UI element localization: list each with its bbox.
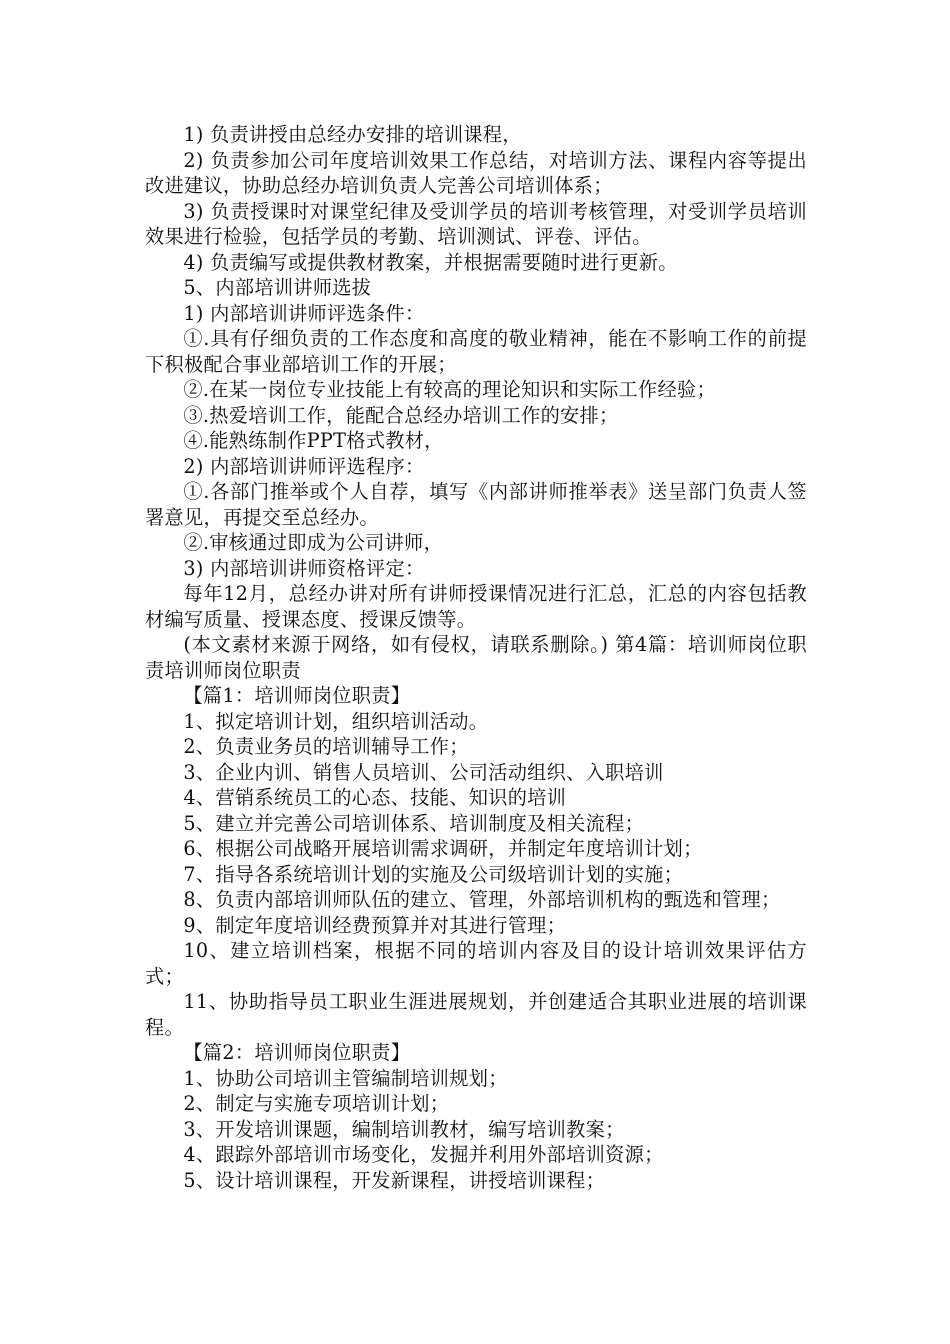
list-item: 4、跟踪外部培训市场变化，发掘并利用外部培训资源； — [183, 1143, 664, 1166]
paragraph: 3) 内部培训讲师资格评定： — [183, 556, 425, 580]
list-item: 2、负责业务员的培训辅导工作； — [183, 735, 469, 758]
list-item: 5、设计培训课程，开发新课程，讲授培训课程； — [183, 1168, 606, 1192]
list-item: 9、制定年度培训经费预算并对其进行管理； — [183, 913, 567, 937]
paragraph: 2) 内部培训讲师评选程序： — [183, 454, 425, 478]
paragraph: 每年12月，总经办讲对所有讲师授课情况进行汇总，汇总的内容包括教材编写质量、授课态度、授课反馈等。 — [145, 582, 807, 631]
paragraph: 1) 负责讲授由总经办安排的培训课程， — [183, 123, 522, 146]
list-item: 1、拟定培训计划，组织培训活动。 — [183, 709, 489, 733]
paragraph: (本文素材来源于网络，如有侵权，请联系删除。) 第4篇：培训师岗位职责培训师岗位职责 — [145, 633, 807, 682]
list-item: 7、指导各系统培训计划的实施及公司级培训计划的实施； — [183, 862, 684, 886]
list-item: 11、协助指导员工职业生涯进展规划，并创建适合其职业进展的培训课程。 — [145, 990, 807, 1039]
section-heading: 5、内部培训讲师选拔 — [183, 276, 372, 299]
paragraph: ②.审核通过即成为公司讲师， — [183, 531, 444, 554]
paragraph: 4) 负责编写或提供教材教案，并根据需要随时进行更新。 — [183, 250, 678, 274]
document-body — [145, 122, 807, 1193]
paragraph: 3) 负责授课时对课堂纪律及受训学员的培训考核管理，对受训学员培训效果进行检验，包括学员的考勤、培训测试、评卷、评估。 — [145, 199, 807, 248]
section-heading: 【篇1：培训师岗位职责】 — [183, 684, 411, 707]
paragraph: 1) 内部培训讲师评选条件： — [183, 301, 425, 325]
list-item: 2、制定与实施专项培训计划； — [183, 1092, 450, 1115]
list-item: 8、负责内部培训师队伍的建立、管理，外部培训机构的甄选和管理； — [183, 888, 781, 911]
section-heading: 【篇2：培训师岗位职责】 — [183, 1041, 411, 1064]
list-item: 3、开发培训课题，编制培训教材，编写培训教案； — [183, 1117, 625, 1141]
paragraph: 2) 负责参加公司年度培训效果工作总结，对培训方法、课程内容等提出改进建议，协助总经办培训负责人完善公司培训体系； — [145, 148, 807, 197]
list-item: 1、协助公司培训主管编制培训规划； — [183, 1066, 508, 1090]
list-item: 6、根据公司战略开展培训需求调研，并制定年度培训计划； — [183, 837, 703, 860]
list-item: 10、建立培训档案，根据不同的培训内容及目的设计培训效果评估方式； — [145, 939, 807, 988]
list-item: 3、企业内训、销售人员培训、公司活动组织、入职培训 — [183, 760, 664, 784]
paragraph: ④.能熟练制作PPT格式教材， — [183, 429, 444, 452]
paragraph: ①.各部门推举或个人自荐，填写《内部讲师推举表》送呈部门负责人签署意见，再提交至总经办。 — [145, 480, 807, 529]
paragraph: ③.热爱培训工作，能配合总经办培训工作的安排； — [183, 403, 619, 427]
list-item: 5、建立并完善公司培训体系、培训制度及相关流程； — [183, 811, 645, 835]
paragraph: ②.在某一岗位专业技能上有较高的理论知识和实际工作经验； — [183, 378, 716, 401]
list-item: 4、营销系统员工的心态、技能、知识的培训 — [183, 786, 567, 809]
paragraph: ①.具有仔细负责的工作态度和高度的敬业精神，能在不影响工作的前提下积极配合事业部培训工作的开展； — [145, 327, 807, 376]
